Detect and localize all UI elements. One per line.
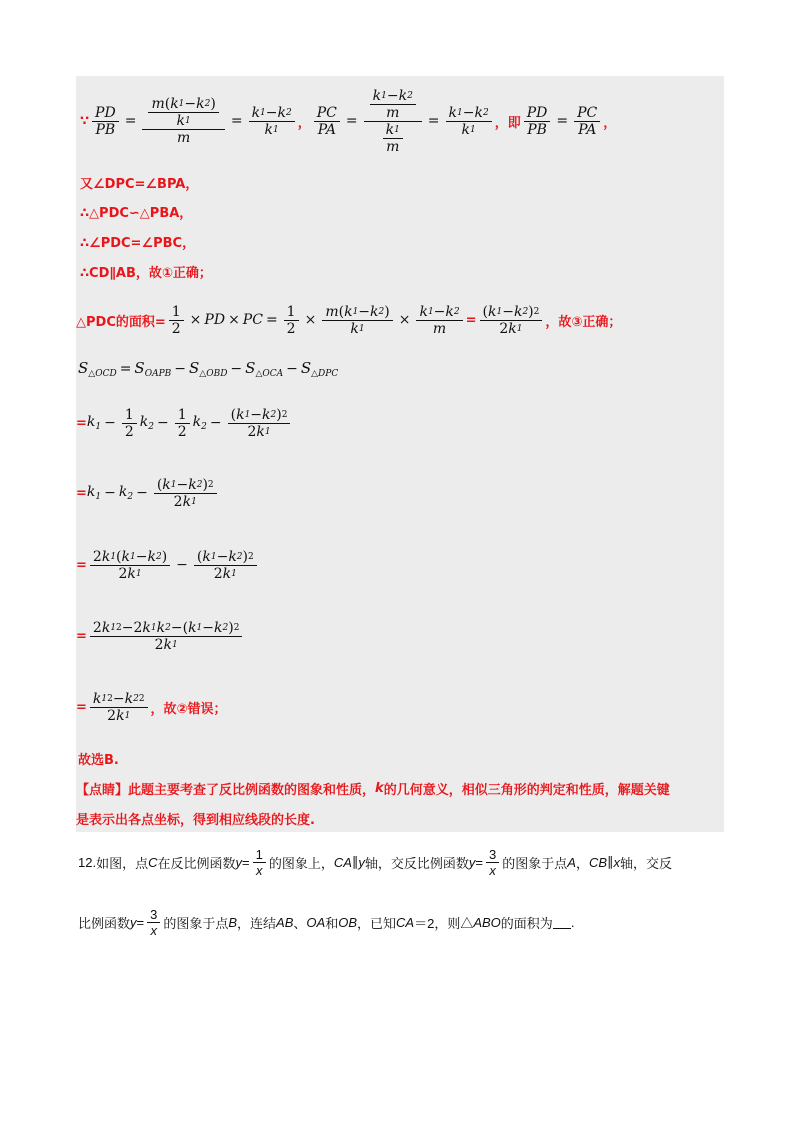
fraction-step4: 2 k 1 2 −2 k 1 k 2 −( k 1 − k 2 ) 2 2 k 1 bbox=[90, 620, 243, 653]
fraction-m-kdiff-k1: m ( k 1 − k 2 ) k 1 bbox=[322, 304, 392, 337]
comment-text-1: 此题主要考查了反比例函数的图象和性质， bbox=[128, 782, 376, 798]
q-x-axis: x bbox=[613, 854, 621, 870]
q-parallel-2: ∥ bbox=[607, 854, 614, 869]
step-5-line bbox=[76, 682, 227, 732]
comment-text-2: 的几何意义，相似三角形的判定和性质，解题关键 bbox=[383, 782, 670, 798]
q-text-1: 如图，点 bbox=[96, 855, 149, 871]
q-parallel-1: ∥ bbox=[351, 854, 359, 869]
similar-line: ∴△PDC∽△PBA， bbox=[80, 205, 193, 221]
choose-line: 故选B. bbox=[78, 752, 119, 768]
fraction-step2: ( k 1 − k 2 ) 2 2 k 1 bbox=[154, 477, 217, 510]
comment-tag: 【点睛】 bbox=[76, 782, 129, 798]
fraction-step3a: 2 k 1 ( k 1 − k 2 ) 2 k 1 bbox=[90, 549, 170, 582]
fraction-complex-1: m ( k 1 − k 2 ) k 1 m bbox=[142, 96, 224, 146]
step-2-line: = $k_1$ − $k_2$ − ( k 1 − k 2 ) 2 2 k 1 bbox=[76, 468, 220, 518]
area-decomposition-line: $S_{\triangle OCD}$ = $S_{OAPB}$ − $S_{\triangle OBD}$ − $S_{\triangle OCA}$ − $S_{\triangle DPC}$ bbox=[78, 359, 339, 379]
fraction-step5: k 1 2 − k 2 2 2 k 1 bbox=[90, 691, 148, 724]
comment-line-1 bbox=[76, 778, 670, 798]
q-ca: CA bbox=[333, 854, 352, 870]
q-eq-2: = bbox=[475, 854, 484, 870]
comma-2: ， bbox=[494, 115, 508, 131]
q-text-10: ，已知 bbox=[357, 915, 397, 931]
fraction-half-3: $\frac{1}{2}$ bbox=[122, 407, 137, 440]
eq-sign-6: = bbox=[76, 699, 87, 715]
q-text-6: 轴，交反 bbox=[620, 855, 673, 871]
fraction-complex-2: k 1 − k 2 m k 1 m bbox=[364, 88, 422, 155]
q-ca-2: CA bbox=[396, 914, 415, 930]
q-text-11: ＝2，则△ bbox=[414, 915, 474, 931]
q-y-2: y bbox=[468, 854, 476, 870]
angle-equal-line: ∴∠PDC=∠PBC， bbox=[80, 235, 196, 251]
q-y: y bbox=[235, 854, 242, 870]
comma-3: ， bbox=[603, 115, 617, 131]
q-fraction-3-x: $\frac{3}{x}$ bbox=[486, 847, 499, 878]
q-eq: = bbox=[242, 854, 250, 870]
fraction-step1: ( k 1 − k 2 ) 2 2 k 1 bbox=[228, 407, 291, 440]
fraction-k-diff-k1-b: k 1 − k 2 k 1 bbox=[446, 105, 492, 138]
comment-k: k bbox=[375, 780, 384, 796]
step-4-line bbox=[76, 610, 245, 662]
wrong-suffix: ，故②错误； bbox=[150, 701, 227, 717]
q-y-3: y bbox=[130, 914, 137, 930]
fraction-pd-pb-2: $\frac{PD}{PB}$ bbox=[524, 105, 551, 138]
fraction-half-2: $\frac{1}{2}$ bbox=[284, 304, 299, 337]
q-y-axis: y bbox=[358, 854, 365, 870]
area-pdc-line: △PDC的面积= $\frac{1}{2}$ × PD × PC = $\frac{1}{2}$ × m ( k 1 − k 2 ) k 1 × k 1 − k 2 m = ( k 1 − k 2 ) 2 2 k 1 ，故③正确； bbox=[76, 303, 622, 337]
q-ab: AB bbox=[276, 914, 294, 930]
fraction-kdiff-m: k 1 − k 2 m bbox=[416, 304, 462, 337]
ratio-equation-line: ∵ $\frac{PD}{PB}$ = m ( k 1 − k 2 ) k 1 m = k 1 − k 2 k 1 ， $\frac{PC}{PA}$ = k 1 − k 2 m k 1 m = k 1 − k 2 k 1 ， 即 $\frac{PD}{PB}$ = $\frac{PC}{PA}$ ， bbox=[80, 87, 617, 155]
answer-blank[interactable] bbox=[553, 916, 571, 929]
angle-line: 又∠DPC=∠BPA， bbox=[80, 176, 199, 192]
question-number: 12. bbox=[78, 854, 97, 870]
question-line-2 bbox=[78, 902, 574, 942]
q-fraction-1-x: $\frac{1}{x}$ bbox=[253, 847, 266, 878]
q-eq-3: = bbox=[136, 914, 145, 930]
q-text-7: 比例函数 bbox=[78, 915, 131, 931]
q-and: 和 bbox=[325, 915, 339, 931]
q-text-12: 的面积为 bbox=[500, 915, 553, 931]
q-point-c: C bbox=[148, 854, 158, 870]
q-abo: ABO bbox=[473, 914, 501, 930]
q-cb: CB bbox=[588, 854, 608, 870]
eq-sign-5: = bbox=[76, 628, 87, 644]
eq-sign-3: = bbox=[76, 485, 87, 501]
area-prefix: △PDC的面积= bbox=[76, 314, 166, 330]
q-comma: ， bbox=[575, 855, 589, 871]
eq-sign-2: = bbox=[76, 415, 87, 431]
q-end: . bbox=[570, 914, 575, 930]
fraction-pd-pb: $\frac{PD}{PB}$ bbox=[92, 105, 119, 138]
step-3-line: = 2 k 1 ( k 1 − k 2 ) 2 k 1 − ( k 1 − k 2 ) 2 2 k 1 bbox=[76, 540, 260, 590]
q-text-8: 的图象于点 bbox=[163, 915, 229, 931]
q-text-3: 的图象上， bbox=[268, 855, 334, 871]
parallel-line: ∴CD∥AB，故①正确； bbox=[80, 265, 212, 281]
q-point-b: B bbox=[228, 914, 238, 930]
q-text-4: 轴，交反比例函数 bbox=[364, 855, 469, 871]
eq-sign-1: = bbox=[465, 312, 477, 328]
ji-label: 即 bbox=[507, 115, 521, 131]
q-text-5: 的图象于点 bbox=[502, 855, 568, 871]
step-1-line: = $k_1$ − $\frac{1}{2}$ $k_2$ − $\frac{1}{2}$ $k_2$ − ( k 1 − k 2 ) 2 2 k 1 bbox=[76, 398, 293, 448]
q-oa: OA bbox=[306, 914, 326, 930]
fraction-step3b: ( k 1 − k 2 ) 2 2 k 1 bbox=[194, 549, 257, 582]
area-suffix: ，故③正确； bbox=[545, 314, 622, 330]
q-text-2: 在反比例函数 bbox=[157, 855, 236, 871]
fraction-pc-pa-2: $\frac{PC}{PA}$ bbox=[574, 105, 600, 138]
q-fraction-3-x-b: $\frac{3}{x}$ bbox=[147, 907, 160, 938]
q-ob: OB bbox=[338, 914, 358, 930]
fraction-kdiff-sq-2k1: ( k 1 − k 2 ) 2 2 k 1 bbox=[480, 304, 543, 337]
q-point-a: A bbox=[567, 854, 576, 870]
because-symbol: ∵ bbox=[80, 113, 90, 129]
comment-line-2: 是表示出各点坐标，得到相应线段的长度. bbox=[76, 812, 315, 828]
fraction-pc-pa: $\frac{PC}{PA}$ bbox=[314, 105, 340, 138]
fraction-k-diff-k1: k 1 − k 2 k 1 bbox=[249, 105, 295, 138]
comma-1: ， bbox=[297, 115, 311, 131]
q-text-9: ，连结 bbox=[237, 915, 277, 931]
fraction-half-1: $\frac{1}{2}$ bbox=[169, 304, 184, 337]
question-line-1 bbox=[78, 842, 672, 882]
eq-sign-4: = bbox=[76, 557, 87, 573]
q-sep-1: 、 bbox=[293, 915, 307, 931]
fraction-half-4: $\frac{1}{2}$ bbox=[175, 407, 190, 440]
